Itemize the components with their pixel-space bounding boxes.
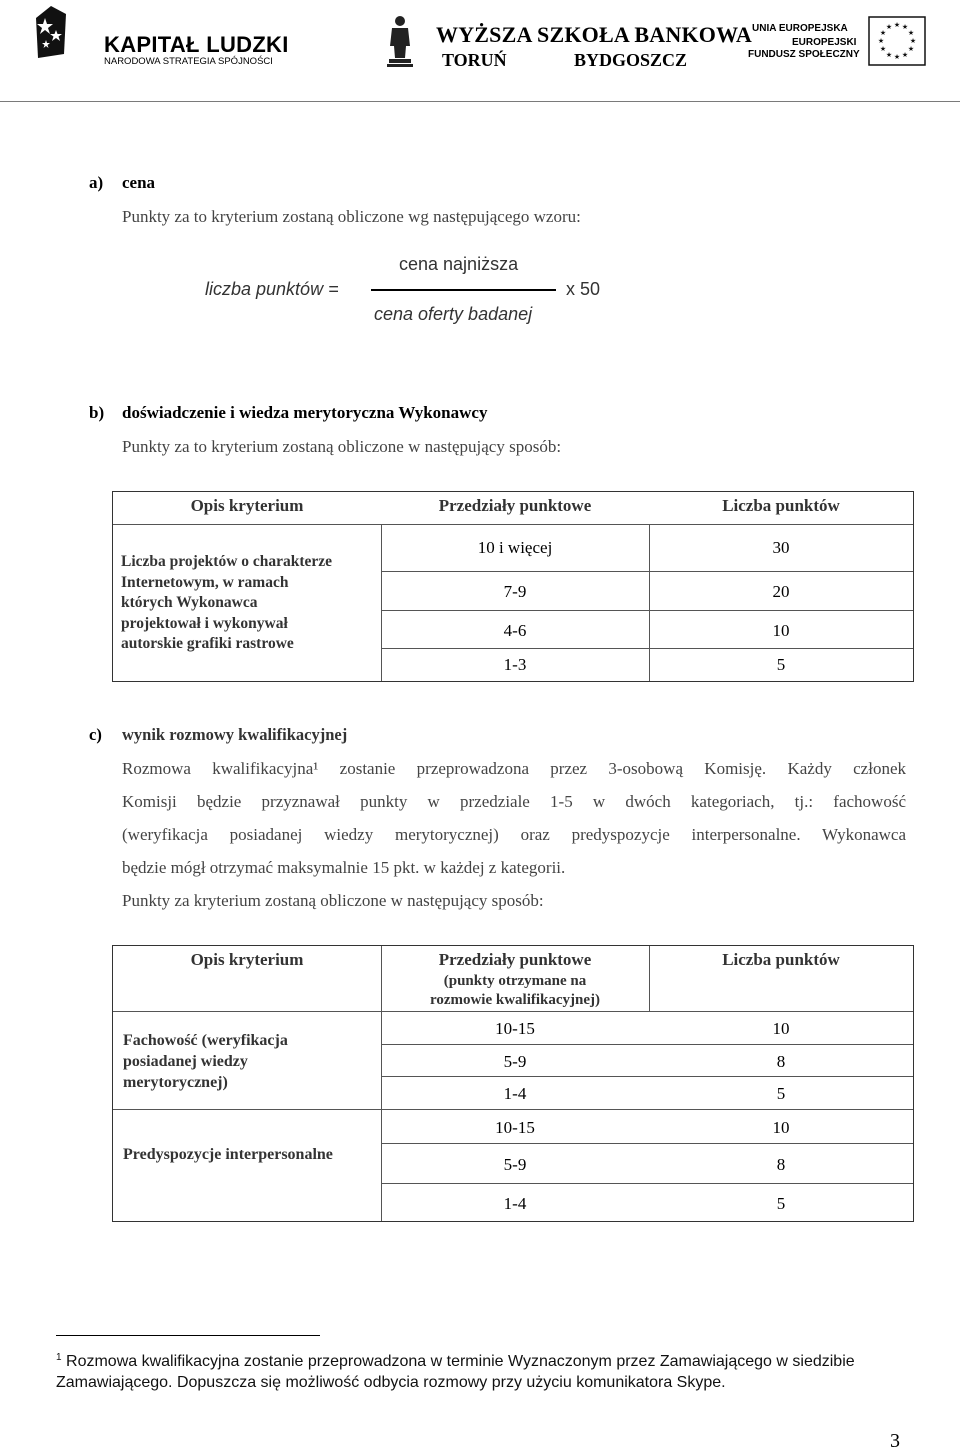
paragraph-line: Komisji będzie przyznawał punkty w przedziale 1-5 w dwóch kategoriach, tj.: fachowość: [122, 792, 906, 811]
wsb-city-bydgoszcz: BYDGOSZCZ: [574, 50, 688, 70]
table-header-points: Liczba punktów: [722, 950, 840, 969]
criterion-label-fachowosc: Fachowość (weryfikacja posiadanej wiedzy merytorycznej): [123, 1032, 288, 1091]
ue-line-1: UNIA EUROPEJSKA: [752, 23, 848, 34]
table-row-divider: [381, 1183, 913, 1184]
formula-denominator: cena oferty badanej: [374, 304, 533, 324]
table-cell-range: 5-9: [503, 1052, 527, 1071]
formula-lhs: liczba punktów =: [205, 279, 339, 299]
svg-text:★: ★: [909, 37, 917, 45]
table-cell-points: 8: [776, 1155, 786, 1174]
table-header-points: Liczba punktów: [722, 496, 840, 515]
formula-multiplier: x 50: [566, 279, 601, 299]
svg-text:★: ★: [901, 23, 909, 31]
svg-text:★: ★: [893, 21, 901, 29]
section-a-title: cena: [122, 173, 156, 192]
table-cell-range: 5-9: [503, 1155, 527, 1174]
table-cell-range: 1-3: [503, 655, 527, 674]
table-cell-points: 30: [772, 538, 790, 557]
svg-text:★: ★: [885, 51, 893, 59]
table-header-range: Przedziały punktowe: [438, 950, 592, 969]
table-header-divider: [113, 524, 913, 525]
table-cell-range: 10 i więcej: [477, 538, 553, 557]
section-c-title: wynik rozmowy kwalifikacyjnej: [122, 725, 348, 744]
table-cell-range: 1-4: [503, 1084, 527, 1103]
table-cell-range: 10-15: [495, 1019, 535, 1038]
formula-fraction-bar: [371, 289, 556, 291]
section-c-intro: Punkty za kryterium zostaną obliczone w następujący sposób:: [122, 891, 544, 910]
wsb-city-torun: TORUŃ: [442, 50, 507, 70]
section-b-intro: Punkty za to kryterium zostaną obliczone w następujący sposób:: [122, 437, 562, 456]
kapital-ludzki-subtitle: NARODOWA STRATEGIA SPÓJNOŚCI: [104, 56, 273, 67]
wsb-name: WYŻSZA SZKOŁA BANKOWA: [436, 22, 752, 47]
ue-line-2: EUROPEJSKI: [792, 37, 857, 48]
table-header-criterion: Opis kryterium: [190, 496, 304, 515]
table-header-range: Przedziały punktowe: [438, 496, 592, 515]
svg-text:★: ★: [879, 45, 887, 53]
paragraph-line: będzie mógł otrzymać maksymalnie 15 pkt. w każdej z kategorii.: [122, 858, 566, 877]
section-a-intro: Punkty za to kryterium zostaną obliczone wg następującego wzoru:: [122, 207, 581, 226]
table-cell-points: 20: [772, 582, 790, 601]
interview-table: [112, 945, 914, 1222]
table-row-divider: [381, 610, 913, 611]
table-cell-range: 1-4: [503, 1194, 527, 1213]
table-cell-points: 5: [776, 1194, 786, 1213]
table-header-divider: [381, 1011, 913, 1012]
table-cell-range: 4-6: [503, 621, 527, 640]
kapital-ludzki-emblem-icon: [34, 4, 68, 60]
table-row-divider: [381, 1143, 913, 1144]
eu-flag-icon: [868, 16, 926, 66]
page-header: [0, 0, 960, 104]
section-a-marker: a): [89, 173, 104, 192]
table-cell-points: 10: [772, 1118, 790, 1137]
table-cell-points: 5: [776, 655, 786, 674]
kapital-ludzki-logo: [34, 4, 289, 68]
ue-logo: [746, 12, 930, 72]
footnote: [56, 1347, 916, 1393]
table-cell-points: 8: [776, 1052, 786, 1071]
svg-text:★: ★: [877, 37, 885, 45]
criterion-label-predyspozycje: Predyspozycje interpersonalne: [123, 1146, 333, 1163]
footnote-marker: 1: [56, 1352, 62, 1363]
svg-text:★: ★: [907, 29, 915, 37]
footnote-text: Rozmowa kwalifikacyjna zostanie przeprowadzona w terminie Wyznaczonym przez Zamawiającego w siedzibie Zamawiającego. Dopuszcza się możliwość odbycia rozmowy przy użyciu komunikatora Skype.: [56, 1353, 855, 1391]
table-cell-points: 10: [772, 1019, 790, 1038]
paragraph-line: Rozmowa kwalifikacyjna¹ zostanie przeprowadzona przez 3-osobową Komisję. Każdy członek: [122, 759, 906, 778]
svg-text:★: ★: [879, 29, 887, 37]
wsb-logo: [378, 12, 752, 72]
svg-text:★: ★: [893, 53, 901, 61]
svg-text:★: ★: [901, 51, 909, 59]
ue-line-3: FUNDUSZ SPOŁECZNY: [748, 49, 860, 60]
table-header-criterion: Opis kryterium: [190, 950, 304, 969]
section-c-marker: c): [89, 725, 102, 744]
page-number: 3: [890, 1430, 900, 1452]
paragraph-line: (weryfikacja posiadanej wiedzy merytorycznej) oraz predyspozycje interpersonalne. Wykonawca: [122, 825, 906, 844]
table-cell-points: 10: [772, 621, 790, 640]
header-divider: [0, 101, 960, 102]
svg-text:★: ★: [885, 23, 893, 31]
table-cell-range: 7-9: [503, 582, 527, 601]
table-cell-points: 5: [776, 1084, 786, 1103]
section-b-marker: b): [89, 403, 105, 422]
criterion-label: Liczba projektów o charakterze Internetowym, w ramach których Wykonawca projektował i wykonywał autorskie grafiki rastrowe: [121, 553, 333, 652]
kapital-ludzki-title: KAPITAŁ LUDZKI: [104, 32, 289, 57]
table-cell-range: 10-15: [495, 1118, 535, 1137]
table-header-divider: [113, 1011, 381, 1012]
table-row-divider: [381, 1044, 913, 1045]
section-b-title: doświadczenie i wiedza merytoryczna Wykonawcy: [122, 403, 488, 422]
table-row-divider: [381, 571, 913, 572]
table-header-range-note: (punkty otrzymane na rozmowie kwalifikacyjnej): [429, 973, 601, 1008]
table-group-divider: [113, 1109, 913, 1110]
table-row-divider: [381, 648, 913, 649]
footnote-divider: [56, 1335, 320, 1336]
formula-numerator: cena najniższa: [399, 254, 519, 274]
svg-text:★: ★: [907, 45, 915, 53]
experience-table: [112, 491, 914, 682]
table-row-divider: [381, 1076, 913, 1077]
wsb-statue-icon: [382, 12, 418, 68]
